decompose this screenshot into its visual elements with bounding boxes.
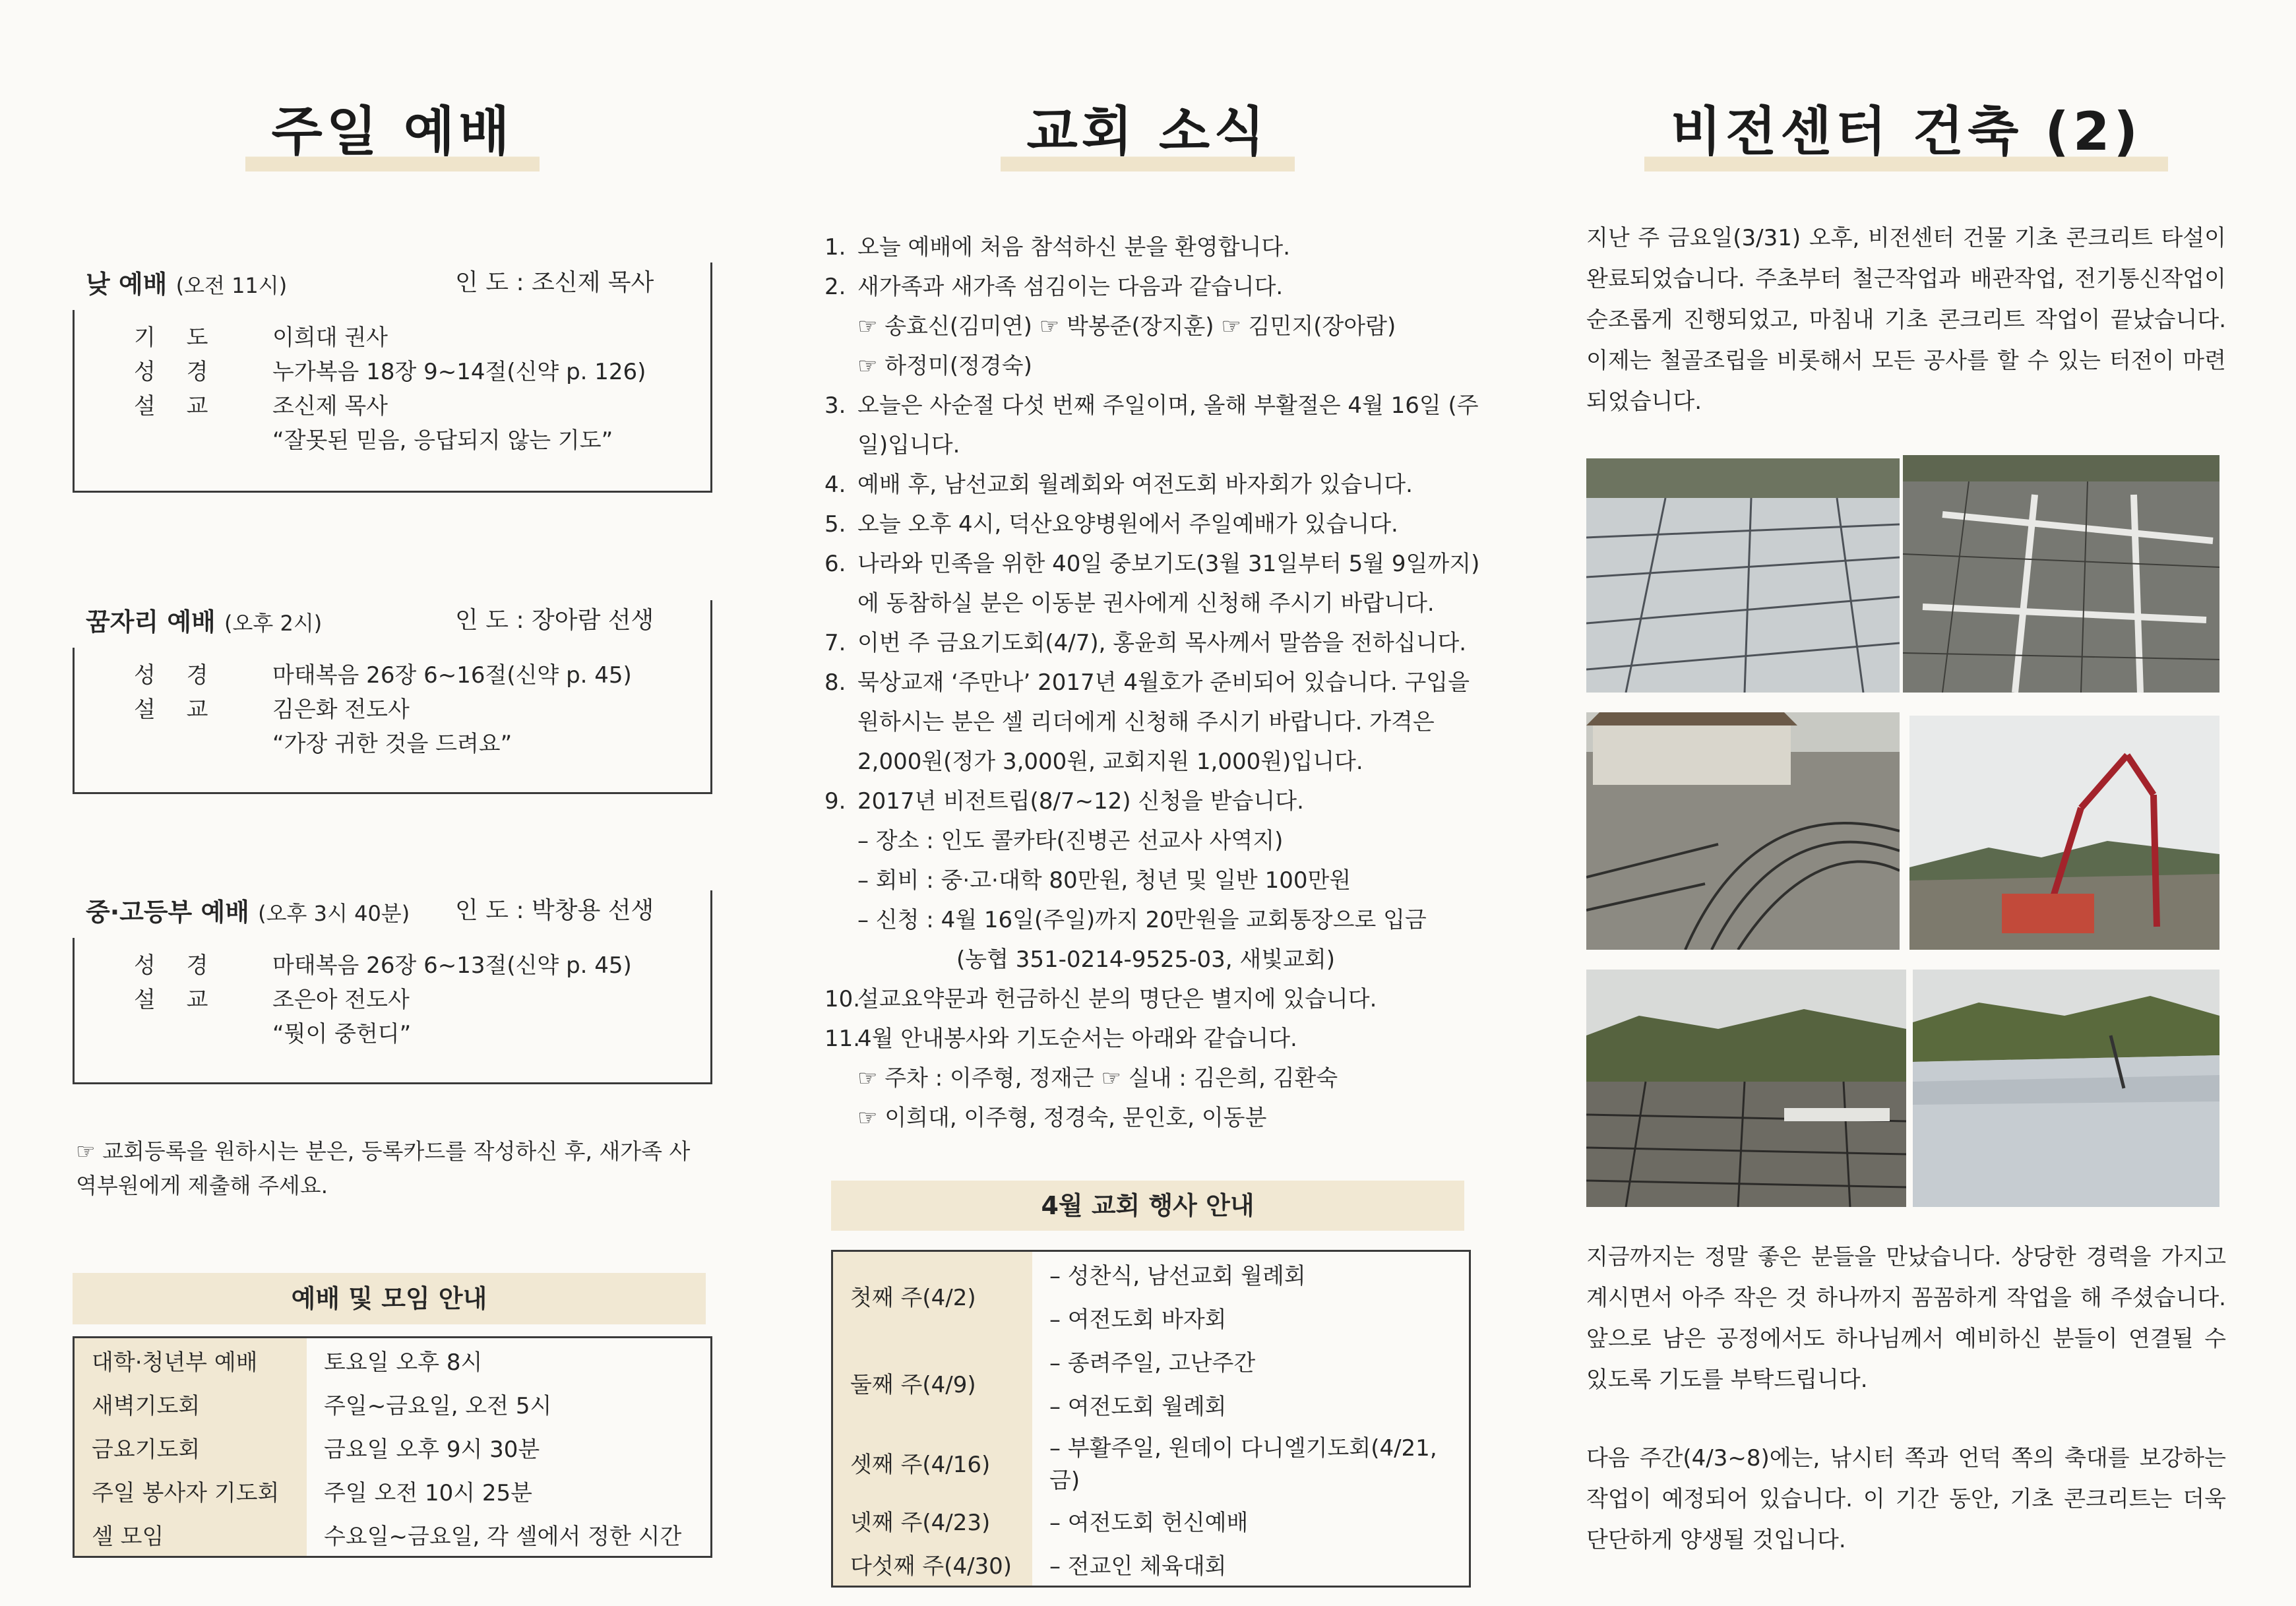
list-item: 3. 오늘은 사순절 다섯 번째 주일이며, 올해 부활절은 4월 16일 (주일)입니다. [824,392,1479,458]
service-leader: 인 도 : 조신제 목사 [455,269,654,296]
building-paragraph-3: 다음 주간(4/3~8)에는, 낚시터 쪽과 언덕 쪽의 축대를 보강하는 작업이 예정되어 있습니다. 이 기간 동안, 기초 콘크리트는 더욱 단단하게 양생될 것입니다. [1586,1445,2226,1553]
service-row: 성 경 마태복음 26장 6~16절(신약 p. 45) [134,662,632,689]
registration-note: ☞ 교회등록을 원하시는 분은, 등록카드를 작성하신 후, 새가족 사역부원에게 제출해 주세요. [76,1138,691,1198]
list-item: 2. 새가족과 새가족 섬김이는 다음과 같습니다. [824,274,1284,300]
service-box-youth [73,892,712,1084]
building-paragraph-1: 지난 주 금요일(3/31) 오후, 비전센터 건물 기초 콘크리트 타설이 완료되었습니다. 주초부터 철근작업과 배관작업, 전기통신작업이 순조롭게 진행되었고, 마침내 기초 콘크리트 작업이 끝났습니다. 이제는 철골조립을 비롯해서 모든 공사를 할 수 있는 터전이 마련되었습니다. [1586,225,2226,415]
service-row: 기 도 이희대 권사 [134,324,388,351]
worship-title-wrap [73,89,712,171]
sermon-title: “잘못된 믿음, 응답되지 않는 기도” [272,427,613,454]
table-row: 둘째 주(4/9) – 종려주일, 고난주간 [832,1339,1470,1382]
news-title: 교회 소식 [1001,89,1295,171]
service-box-kids [73,602,712,794]
list-item: 8. 묵상교재 ‘주만나’ 2017년 4월호가 준비되어 있습니다. 구입을 원하시는 분은 셀 리더에게 신청해 주시기 바랍니다. 가격은 2,000원(정가 3,000원, 교회지원 1,000원)입니다. [824,669,1470,775]
service-leader: 인 도 : 박창용 선생 [455,897,654,924]
sermon-title: “뭣이 중헌디” [272,1021,412,1047]
table-row: – 여전도회 바자회 [1049,1306,1227,1333]
table-row: 넷째 주(4/23) – 여전도회 헌신예배 [832,1498,1470,1542]
sermon-title: “가장 귀한 것을 드려요” [272,731,512,757]
service-head [73,264,712,310]
column-worship [0,0,765,1606]
table-row: 다섯째 주(4/30) – 전교인 체육대회 [832,1542,1470,1587]
worship-title: 주일 예배 [245,89,540,171]
service-frame [73,938,712,1084]
list-subitem: ☞ 주차 : 이주형, 정재근 ☞ 실내 : 김은희, 김환숙 [857,1065,1338,1092]
construction-photo-6 [1913,970,2219,1207]
list-subitem: ☞ 송효신(김미연) ☞ 박봉준(장지훈) ☞ 김민지(장아람) [857,313,1396,340]
list-item: 6. 나라와 민족을 위한 40일 중보기도(3월 31일부터 5월 9일까지)에 동참하실 분은 이동분 권사에게 신청해 주시기 바랍니다. [824,551,1480,617]
list-item: 9. 2017년 비전트립(8/7~12) 신청을 받습니다. [824,788,1304,815]
list-item: 11. 4월 안내봉사와 기도순서는 아래와 같습니다. [824,1026,1297,1052]
service-name: 낮 예배 [86,270,168,299]
service-row: 성 경 마태복음 26장 6~13절(신약 p. 45) [134,952,632,979]
service-frame [73,648,712,794]
meetings-table [73,1336,712,1558]
service-time: (오후 3시 40분) [258,901,410,926]
construction-photo-5 [1586,970,1906,1207]
list-subitem: ☞ 하정미(정경숙) [857,353,1032,379]
news-list [824,228,1484,1138]
list-item: 10. 설교요약문과 헌금하신 분의 명단은 별지에 있습니다. [824,986,1377,1012]
service-time: (오전 11시) [175,273,288,298]
service-frame [73,310,712,493]
table-row: 첫째 주(4/2) – 성찬식, 남선교회 월례회 [832,1251,1470,1296]
building-title-wrap [1583,89,2229,171]
table-row: 금요기도회 금요일 오후 9시 30분 [74,1425,712,1469]
building-title: 비전센터 건축 (2) [1644,89,2168,171]
construction-photo-4 [1909,716,2219,950]
service-row: 설 교 조신제 목사 [134,393,388,419]
construction-photo-3 [1586,712,1900,950]
service-head [73,602,712,648]
building-paragraph-2: 지금까지는 정말 좋은 분들을 만났습니다. 상당한 경력을 가지고 계시면서 아주 작은 것 하나까지 꼼꼼하게 작업을 해 주셨습니다. 앞으로 남은 공정에서도 하나님께서 예비하신 분들이 연결될 수 있도록 기도를 부탁드립니다. [1586,1244,2226,1393]
service-row: 설 교 조은아 전도사 [134,987,410,1013]
list-subitem: – 회비 : 중·고·대학 80만원, 청년 및 일반 100만원 [857,867,1351,894]
table-row: 주일 봉사자 기도회 주일 오전 10시 25분 [74,1469,712,1512]
table-row: – 여전도회 월례회 [1049,1393,1227,1420]
service-head [73,892,712,938]
list-subitem: – 장소 : 인도 콜카타(진병곤 선교사 사역지) [857,828,1284,854]
events-banner: 4월 교회 행사 안내 [831,1181,1464,1231]
service-box-day [73,264,712,493]
meetings-banner: 예배 및 모임 안내 [73,1273,706,1324]
service-name: 중·고등부 예배 [86,898,249,927]
table-row: 새벽기도회 주일~금요일, 오전 5시 [74,1382,712,1425]
news-title-wrap [791,89,1504,171]
service-time: (오후 2시) [224,611,323,636]
construction-photo-2 [1903,455,2219,693]
service-name: 꿈자리 예배 [86,607,216,636]
table-row: 셋째 주(4/16) – 부활주일, 원데이 다니엘기도회(4/21,금) [832,1426,1470,1498]
list-subitem: ☞ 이희대, 이주형, 정경숙, 문인호, 이동분 [857,1105,1267,1131]
service-leader: 인 도 : 장아람 선생 [455,607,654,634]
table-row: 셀 모임 수요일~금요일, 각 셀에서 정한 시간 [74,1512,712,1557]
list-subitem: (농협 351-0214-9525-03, 새빛교회) [956,946,1336,973]
list-item: 7. 이번 주 금요기도회(4/7), 홍윤희 목사께서 말씀을 전하십니다. [824,630,1467,656]
service-row: 성 경 누가복음 18장 9~14절(신약 p. 126) [134,359,646,385]
list-item: 4. 예배 후, 남선교회 월례회와 여전도회 바자회가 있습니다. [824,472,1413,498]
list-item: 5. 오늘 오후 4시, 덕산요양병원에서 주일예배가 있습니다. [824,511,1398,538]
list-subitem: – 신청 : 4월 16일(주일)까지 20만원을 교회통장으로 입금 [857,907,1427,933]
list-item: 1. 오늘 예배에 처음 참석하신 분을 환영합니다. [824,234,1291,261]
table-row: 대학·청년부 예배 토요일 오후 8시 [74,1338,712,1382]
construction-photo-1 [1586,458,1900,693]
events-table [831,1250,1471,1588]
service-row: 설 교 김은화 전도사 [134,696,410,723]
